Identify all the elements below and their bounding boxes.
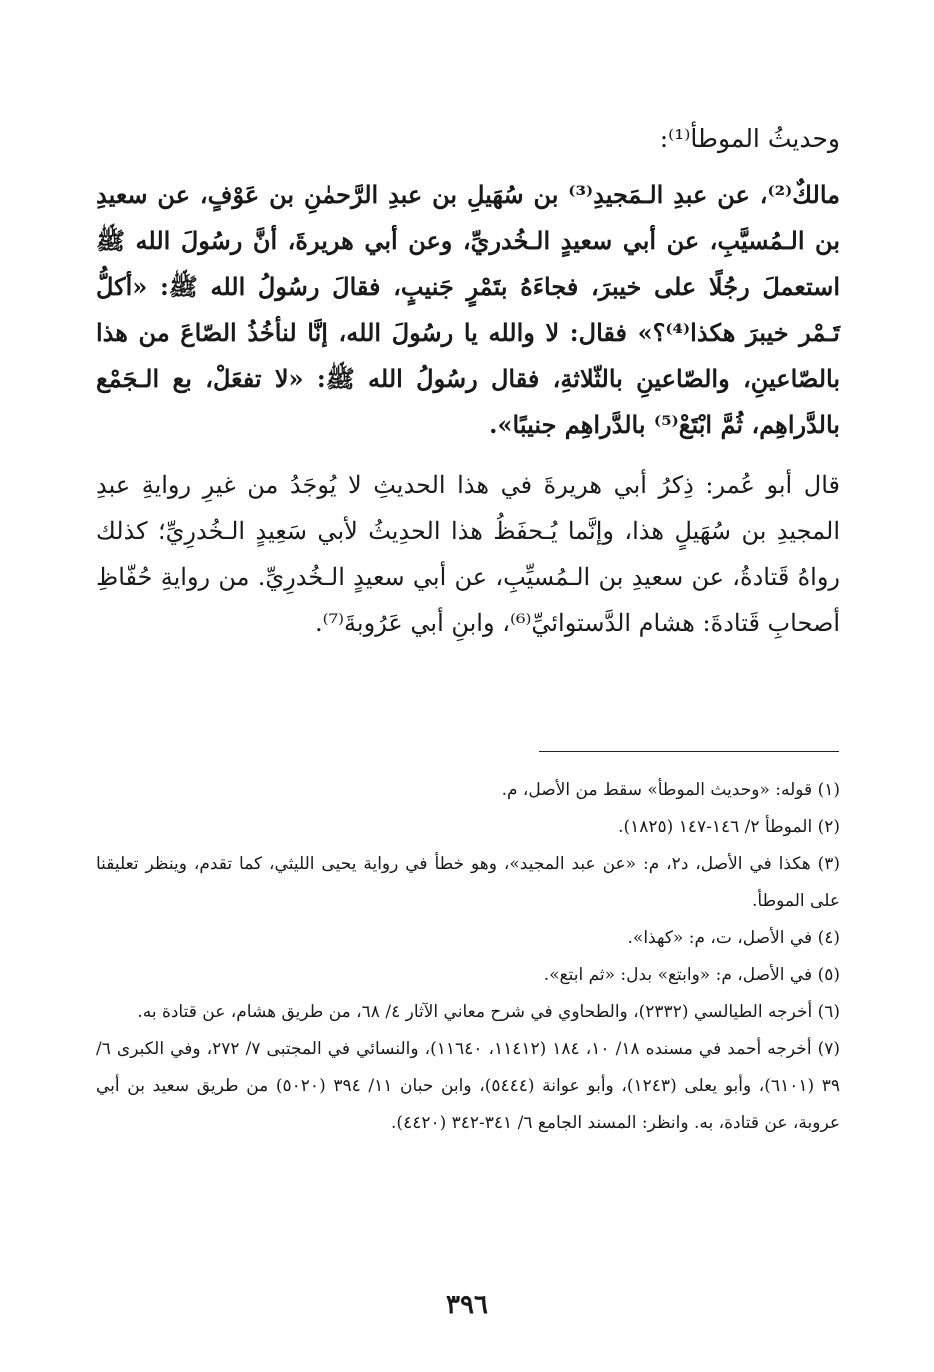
footnote-divider: [539, 751, 839, 752]
footnote-7: (٧) أخرجه أحمد في مسنده ١٨/ ١٠، ١٨٤ (١١٤١٢، ١١٦٤٠)، والنسائي في المجتبى ٧/ ٢٧٢، وفي الكبرى ٦/ ٣٩ (٦١٠١)، وأبو يعلى (١٢٤٣)، وأبو عوانة (٥٤٤٤)، وابن حبان ١١/ ٣٩٤ (٥٠٢٠) من طريق سعيد بن أبي عروبة، عن قتادة، به. وانظر: المسند الجامع ٦/ ٣٤١-٣٤٢ (٤٤٢٠).: [96, 1039, 841, 1133]
footnotes: [96, 772, 840, 1142]
commentary-paragraph: قال أبو عُمر: ذِكرُ أبي هريرةَ في هذا الحديثِ لا يُوجَدُ من غيرِ روايةِ عبدِ المجيدِ بن سُهَيلٍ هذا، وإنَّما يُـحفَظُ هذا الحدِيثُ لأبي سَعِيدٍ الـخُدرِيِّ؛ كذلك رواهُ قَتادةُ، عن سعيدِ بن الـمُسيِّبِ، عن أبي سعيدٍ الـخُدرِيِّ. من روايةِ حُفّاظِ أصحابِ قَتادةَ: هشام الدَّستوائيِّ⁽⁶⁾، وابنِ أبي عَرُوبةَ⁽⁷⁾.: [96, 471, 840, 637]
footnote-1: (١) قوله: «وحديث الموطأ» سقط من الأصل، م.: [501, 780, 840, 800]
footnote-6: (٦) أخرجه الطيالسي (٢٣٣٢)، والطحاوي في شرح معاني الآثار ٤/ ٦٨، من طريق هشام، عن قتادة به.: [137, 1002, 840, 1022]
footnote-5: (٥) في الأصل، م: «وابتع» بدل: «ثم ابتع».: [543, 965, 840, 985]
footnote-4: (٤) في الأصل، ت، م: «كهذا».: [627, 928, 840, 948]
section-title: وحديثُ الموطأ⁽¹⁾:: [659, 124, 840, 153]
page-number: ٣٩٦: [446, 1290, 488, 1320]
footnote-2: (٢) الموطأ ٢/ ١٤٦-١٤٧ (١٨٢٥).: [618, 817, 840, 837]
main-text-block: [96, 110, 840, 646]
footnote-3: (٣) هكذا في الأصل، د٢، م: «عن عبد المجيد»، وهو خطأ في رواية يحيى الليثي، كما تقدم، وينظر تعليقنا على الموطأ.: [96, 854, 840, 911]
hadith-paragraph: مالكٌ⁽²⁾، عن عبدِ الـمَجيدِ⁽³⁾ بن سُهَيلِ بن عبدِ الرَّحمٰنِ بن عَوْفٍ، عن سعيدِ بن الـمُسيَّبِ، عن أبي سعيدٍ الـخُدريِّ، وعن أبي هريرةَ، أنَّ رسُولَ الله ﷺ استعملَ رجُلًا على خيبرَ، فجاءَهُ بتَمْرٍ جَنيبٍ، فقالَ رسُولُ الله ﷺ: «أكلُّ تَـمْر خيبرَ هكذا⁽⁴⁾؟» فقال: لا والله يا رسُولَ الله، إنَّا لنأخُذُ الصّاعَ من هذا بالصّاعينِ، والصّاعينِ بالثّلاثةِ، فقال رسُولُ الله ﷺ: «لا تفعَلْ، بع الـجَمْع بالدَّراهِم، ثُمَّ ابْتَعْ⁽⁵⁾ بالدَّراهِم جنيبًا».: [96, 180, 841, 439]
